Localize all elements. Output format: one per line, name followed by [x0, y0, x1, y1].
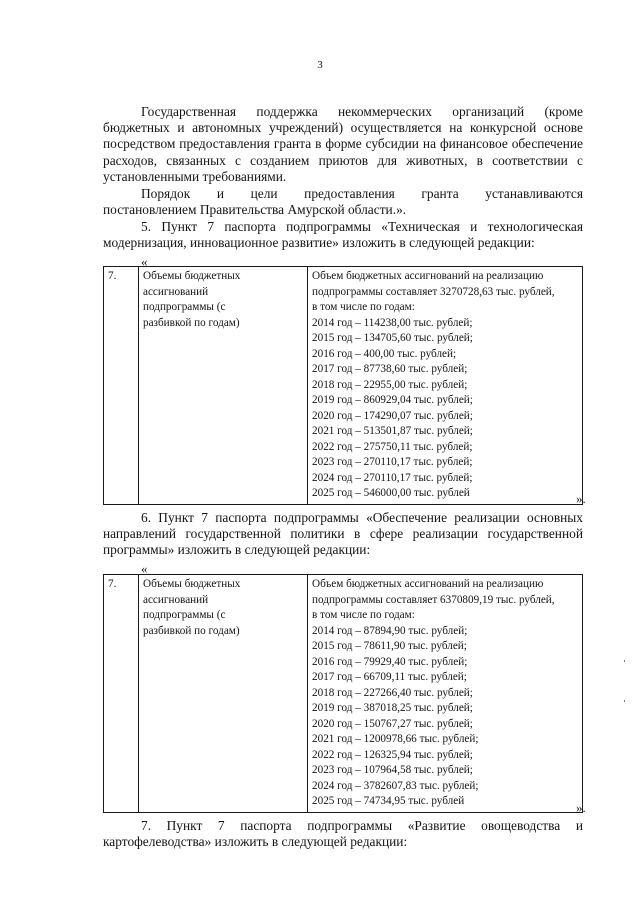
name-line: Объемы бюджетных	[143, 270, 241, 282]
name-line: подпрограммы (с	[143, 609, 226, 621]
value-line: в том числе по годам:	[312, 609, 415, 621]
value-line: 2023 год – 107964,58 тыс. рублей;	[312, 764, 473, 776]
value-line: 2014 год – 87894,90 тыс. рублей;	[312, 624, 468, 637]
value-line: 2015 год – 78611,90 тыс. рублей;	[312, 640, 467, 652]
value-line: 2024 год – 270110,17 тыс. рублей;	[312, 471, 473, 484]
value-line: 2015 год – 134705,60 тыс. рублей;	[312, 332, 473, 344]
quote-open-1: «	[141, 254, 148, 269]
value-line: 2014 год – 114238,00 тыс. рублей;	[312, 316, 473, 329]
table-row	[104, 267, 583, 505]
name-line: ассигнований	[143, 285, 209, 298]
scan-speck	[624, 660, 625, 662]
name-line: разбивкой по годам)	[143, 316, 240, 329]
page-number: 3	[317, 59, 323, 71]
item-number-cell: 7.	[104, 267, 139, 505]
value-line: 2024 год – 3782607,83 тыс. рублей;	[312, 779, 479, 792]
value-line: 2020 год – 150767,27 тыс. рублей;	[312, 717, 473, 730]
value-line: 2019 год – 387018,25 тыс. рублей;	[312, 702, 473, 714]
value-line: 2022 год – 275750,11 тыс. рублей;	[312, 440, 473, 453]
value-line: 2016 год – 79929,40 тыс. рублей;	[312, 655, 468, 668]
quote-open-2: «	[141, 561, 148, 576]
quote-close-1: ».	[576, 491, 586, 506]
item-value-cell	[308, 267, 583, 505]
value-line: в том числе по годам:	[312, 301, 415, 313]
table-row	[104, 575, 583, 813]
passport-table-2	[103, 574, 583, 813]
item-value-cell	[308, 575, 583, 813]
value-line: 2021 год – 513501,87 тыс. рублей;	[312, 425, 473, 437]
value-line: 2022 год – 126325,94 тыс. рублей;	[312, 748, 473, 761]
value-line: 2017 год – 87738,60 тыс. рублей;	[312, 363, 468, 375]
value-line: 2020 год – 174290,07 тыс. рублей;	[312, 409, 473, 422]
name-line: подпрограммы (с	[143, 301, 226, 313]
paragraph-item-6: 6. Пункт 7 паспорта подпрограммы «Обеспечение реализации основных направлений государственной политики в сфере реализации государственной программы» изложить в следующей редакции:	[103, 510, 583, 558]
scan-speck	[624, 700, 625, 702]
value-line: 2018 год – 227266,40 тыс. рублей;	[312, 686, 473, 699]
paragraph-grant-order-line2: постановлением Правительства Амурской области.».	[103, 202, 407, 217]
value-line: подпрограммы составляет 6370809,19 тыс. рублей,	[312, 593, 555, 606]
paragraph-item-5: 5. Пункт 7 паспорта подпрограммы «Техническая и технологическая модернизация, инновационное развитие» изложить в следующей редакции:	[103, 219, 583, 251]
name-line: Объемы бюджетных	[143, 578, 241, 590]
value-line: 2025 год – 546000,00 тыс. рублей	[312, 487, 470, 499]
item-name-cell	[139, 575, 308, 813]
value-line: 2023 год – 270110,17 тыс. рублей;	[312, 456, 473, 468]
value-line: Объем бюджетных ассигнований на реализацию	[312, 578, 544, 590]
name-line: ассигнований	[143, 593, 209, 606]
value-line: подпрограммы составляет 3270728,63 тыс. рублей,	[312, 285, 555, 298]
value-line: 2021 год – 1200978,66 тыс. рублей;	[312, 733, 479, 745]
value-line: 2016 год – 400,00 тыс. рублей;	[312, 347, 457, 360]
paragraph-ngo-support: Государственная поддержка некоммерческих организаций (кроме бюджетных и автономных учреждений) осуществляется на конкурсной основе посредством предоставления гранта в форме субсидии на финансовое обеспечение расходов, связанных с созданием приютов для животных, в соответствии с установленными требованиями.	[103, 104, 583, 184]
passport-table-1	[103, 266, 583, 505]
quote-close-2: ».	[576, 800, 586, 815]
value-line: 2018 год – 22955,00 тыс. рублей;	[312, 378, 468, 391]
value-line: Объем бюджетных ассигнований на реализацию	[312, 270, 544, 282]
item-number-cell: 7.	[104, 575, 139, 813]
item-name-cell	[139, 267, 308, 505]
value-line: 2025 год – 74734,95 тыс. рублей	[312, 795, 465, 807]
paragraph-item-7: 7. Пункт 7 паспорта подпрограммы «Развитие овощеводства и картофелеводства» изложить в следующей редакции:	[103, 818, 583, 850]
value-line: 2019 год – 860929,04 тыс. рублей;	[312, 394, 473, 406]
name-line: разбивкой по годам)	[143, 624, 240, 637]
value-line: 2017 год – 66709,11 тыс. рублей;	[312, 671, 467, 683]
paragraph-grant-order-line1: Порядок и цели предоставления гранта устанавливаются	[141, 186, 583, 201]
